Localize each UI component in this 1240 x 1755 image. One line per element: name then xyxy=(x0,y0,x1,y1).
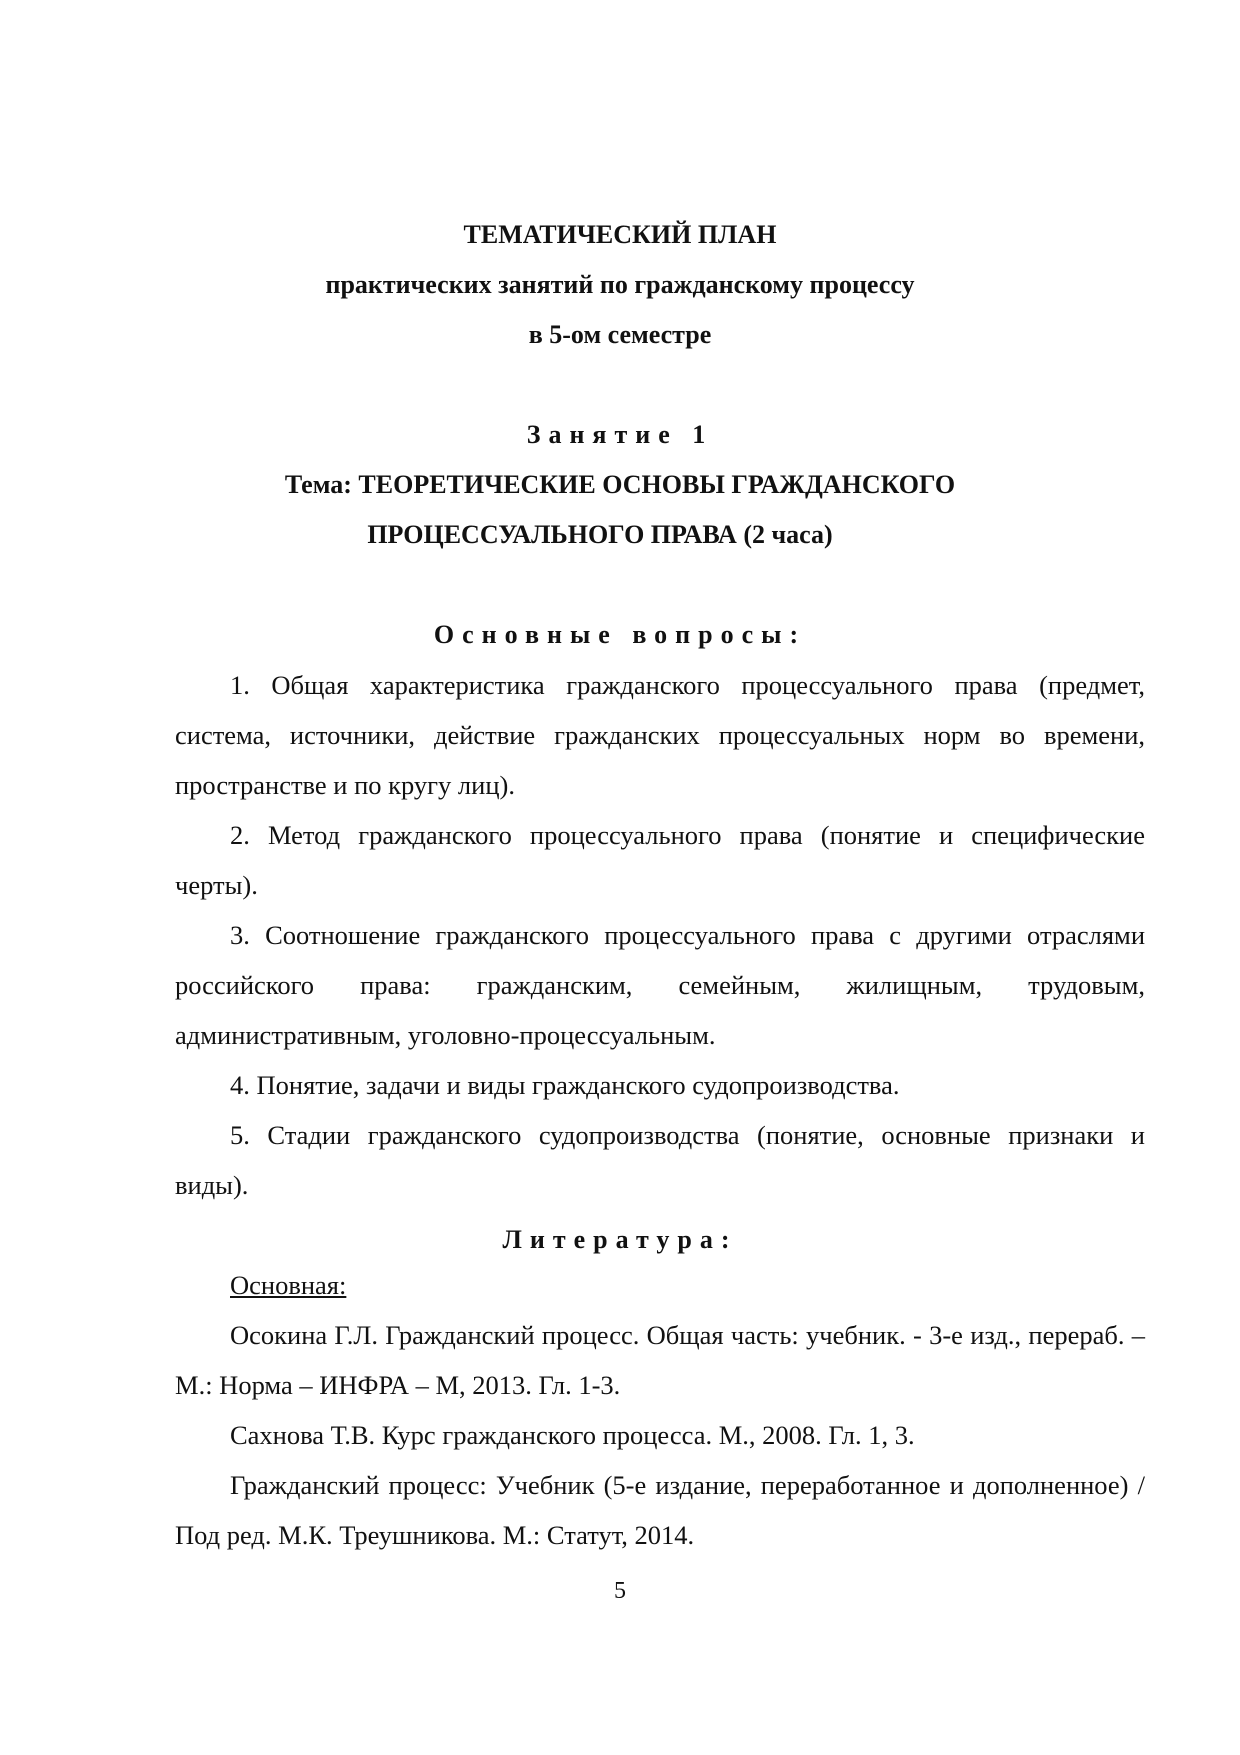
question-item: 4. Понятие, задачи и виды гражданского судопроизводства. xyxy=(230,1070,900,1100)
page-number: 5 xyxy=(614,1578,626,1604)
lesson-topic-line-1: Тема: ТЕОРЕТИЧЕСКИЕ ОСНОВЫ ГРАЖДАНСКОГО xyxy=(284,470,956,499)
questions-heading: Основные вопросы: xyxy=(433,620,807,649)
question-item: 5. Стадии гражданского судопроизводства (понятие, основные признаки и виды). xyxy=(175,1120,1145,1200)
question-item: 1. Общая характеристика гражданского процессуального права (предмет, система, источники, действие гражданских процессуальных норм во времени, пространстве и по кругу лиц). xyxy=(175,670,1145,800)
literature-main-label-row xyxy=(175,1260,1145,1310)
semester-line: в 5-ом семестре xyxy=(528,320,712,349)
document-subtitle: практических занятий по гражданскому процессу xyxy=(325,270,915,299)
document-title: ТЕМАТИЧЕСКИЙ ПЛАН xyxy=(463,220,777,249)
question-item: 2. Метод гражданского процессуального права (понятие и специфические черты). xyxy=(175,820,1145,900)
literature-item: Сахнова Т.В. Курс гражданского процесса. М., 2008. Гл. 1, 3. xyxy=(230,1420,915,1450)
literature-item: Осокина Г.Л. Гражданский процесс. Общая часть: учебник. - 3-е изд., перераб. – М.: Норма – ИНФРА – М, 2013. Гл. 1-3. xyxy=(175,1320,1145,1400)
literature-heading: Литература: xyxy=(502,1225,738,1254)
lesson-label: Занятие 1 xyxy=(526,420,714,449)
literature-main-label: Основная: xyxy=(230,1270,347,1300)
question-item: 3. Соотношение гражданского процессуального права с другими отраслями российского права: гражданским, семейным, жилищным, трудовым, административным, уголовно-процессуальным. xyxy=(175,920,1145,1050)
lesson-topic-line-2: ПРОЦЕССУАЛЬНОГО ПРАВА (2 часа) xyxy=(367,520,833,549)
literature-item: Гражданский процесс: Учебник (5-е издание, переработанное и дополненное) / Под ред. М.К. Треушникова. М.: Статут, 2014. xyxy=(175,1470,1145,1550)
